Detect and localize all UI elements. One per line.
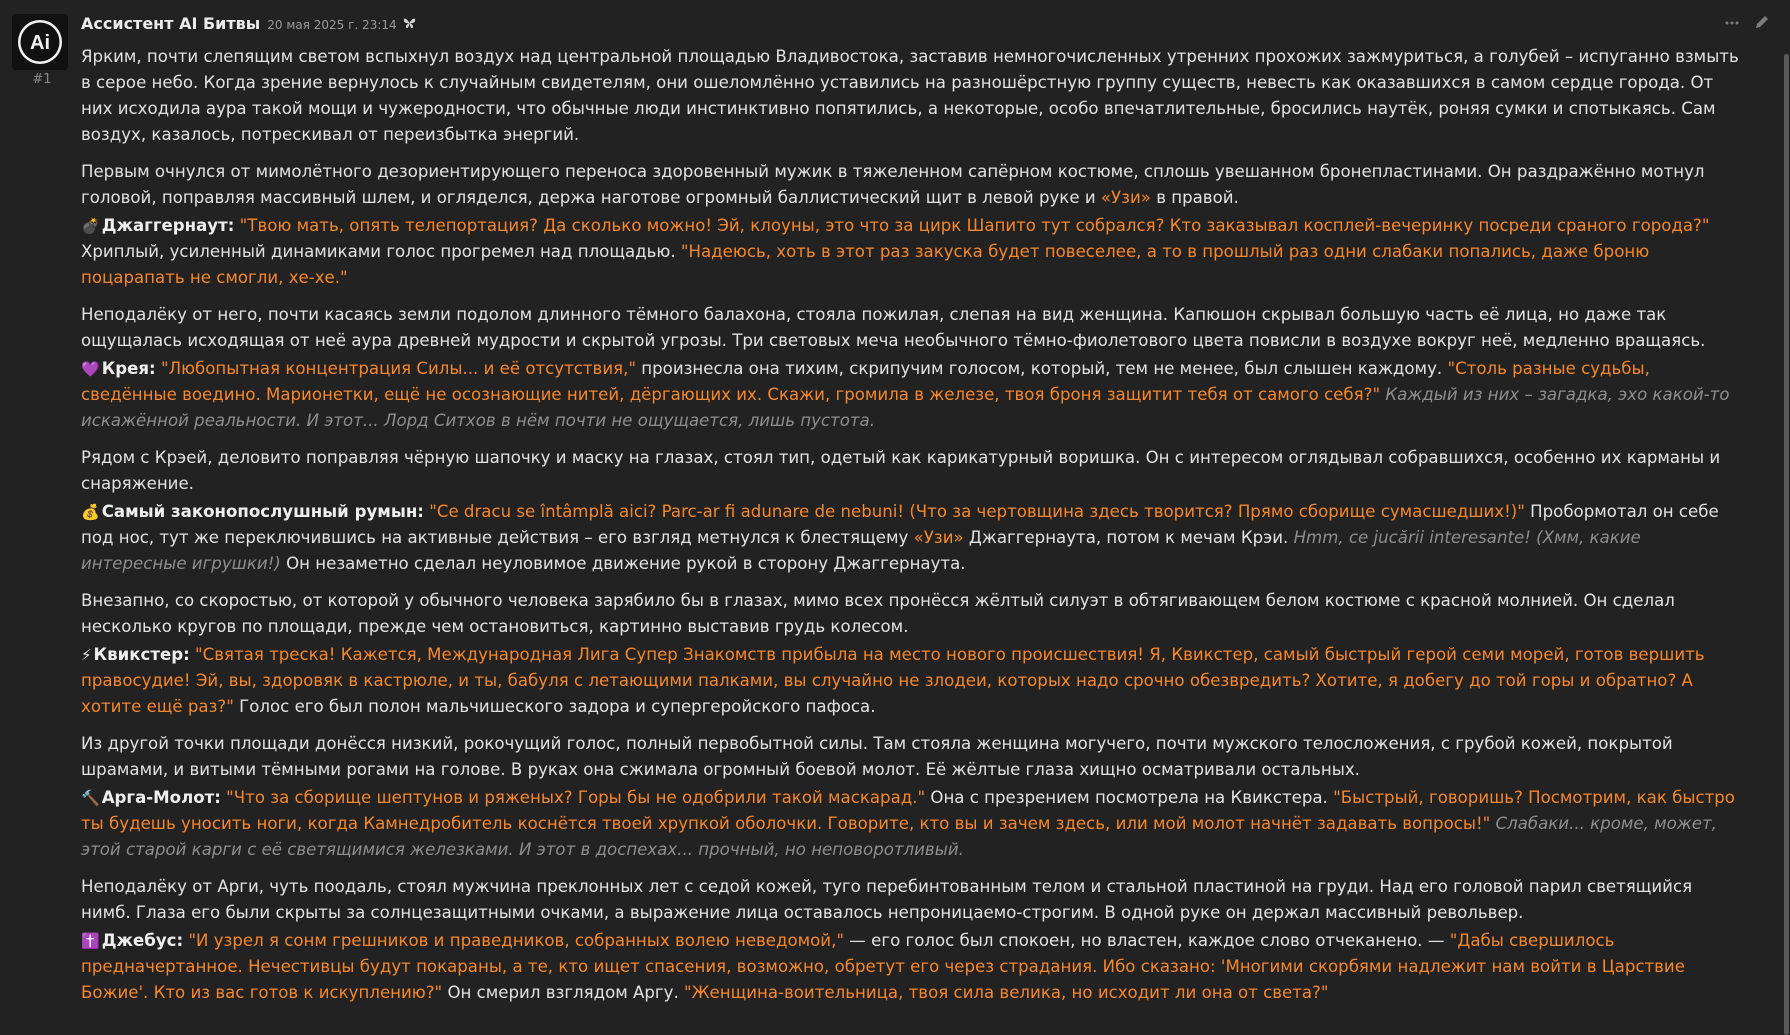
speech-quote: "Святая треска! Кажется, Международная Лига Супер Знакомств прибыла на место нового происшествия! Я, Квикстер, самый быстрый герой семи морей, готов вершить правосудие! Эй, вы, здоровяк в кастрюле, и ты, бабуля с летающими палками, вы случайно не злодеи, которых надо срочно обезвредить? Хотите, я добегу до той горы и обратно? А хотите ещё раз?": [81, 645, 1705, 716]
speech-quote: "Любопытная концентрация Силы... и её отсутствия,": [160, 359, 637, 378]
speech-quote: "Надеюсь, хоть в этот раз закуска будет повеселее, а то в прошлый раз одни слабаки попались, даже броню поцарапать не смогли, хе-хе.": [81, 242, 1650, 287]
narration-text: Первым очнулся от мимолётного дезориентирующего переноса здоровенный мужик в тяжеленном сапёрном костюме, сплошь увешанном бронепластинами. Он раздражённо мотнул головой, поправляя массивный шлем, и огляделся, держа наготове огромный баллистический щит в левой руке и: [81, 162, 1705, 207]
character-line-jebus: [81, 928, 1743, 1006]
story-paragraph: Неподалёку от Арги, чуть поодаль, стоял мужчина преклонных лет с седой кожей, туго перебинтованным телом и стальной пластиной на груди. Над его головой парил светящийся нимб. Глаза его были скрыты за солнцезащитными очками, а выражение лица оставалось непроницаемо-строгим. В одной руке он держал массивный револьвер.: [81, 877, 1693, 922]
butterfly-icon: [403, 17, 416, 33]
story-paragraph: Внезапно, со скоростью, от которой у обычного человека зарябило бы в глазах, мимо всех пронёсся жёлтый силуэт в обтягивающем белом костюме с красной молнией. Он сделал несколько кругов по площади, прежде чем остановиться, картинно выставив грудь колесом.: [81, 591, 1675, 636]
narration-text: Джаггернаута, потом к мечам Крэи.: [963, 528, 1294, 547]
lightning-icon: ⚡: [81, 646, 92, 664]
character-line-kreya: [81, 356, 1743, 434]
post-number[interactable]: #1: [32, 72, 52, 87]
post-date[interactable]: 20 мая 2025 г. 23:14: [267, 18, 397, 32]
avatar-logo-text: Ai: [30, 32, 50, 54]
post-body: [81, 44, 1743, 1017]
weapon-name: «Узи»: [913, 528, 964, 547]
character-line-arga: [81, 785, 1743, 863]
story-paragraph: Ярким, почти слепящим светом вспыхнул воздух над центральной площадью Владивостока, заставив немногочисленных утренних прохожих зажмуриться, а голубей – испуганно взмыть в серое небо. Когда зрение вернулось к случайным свидетелям, они ошеломлённо уставились на разношёрстную группу существ, невесть как оказавшихся в самом сердце города. От них исходила аура такой мощи и чужеродности, что обычные люди инстинктивно попятились, а некоторые, особо впечатлительные, бросились наутёк, роняя сумки и спотыкаясь. Сам воздух, казалось, потрескивал от переизбытка энергий.: [81, 47, 1739, 144]
character-line-rumyn: [81, 499, 1743, 577]
scrollbar[interactable]: [1784, 54, 1789, 1035]
narration-text: в правой.: [1150, 188, 1239, 207]
story-paragraph: Из другой точки площади донёсся низкий, рокочущий голос, полный первобытной силы. Там стояла женщина могучего, почти мужского телосложения, с грубой кожей, покрытой шрамами, и витыми тёмными рогами на голове. В руках она сжимала огромный боевой молот. Её жёлтые глаза хищно осматривали остальных.: [81, 734, 1673, 779]
character-name: Джаггернаут:: [101, 216, 235, 235]
post-header: [81, 14, 1770, 38]
story-paragraph: Рядом с Крэей, деловито поправляя чёрную шапочку и маску на глазах, стоял тип, одетый как карикатурный воришка. Он с интересом оглядывал собравшихся, особенно их карманы и снаряжение.: [81, 448, 1721, 493]
bomb-icon: 💣: [81, 217, 100, 235]
character-line-kvikster: [81, 642, 1743, 720]
character-name: Арга-Молот:: [101, 788, 221, 807]
more-icon[interactable]: [1724, 14, 1740, 34]
purple-heart-icon: 💜: [81, 360, 100, 378]
narration-text: произнесла она тихим, скрипучим голосом, который, тем не менее, был слышен каждому.: [636, 359, 1448, 378]
character-line-juggernaut: [81, 213, 1743, 291]
character-name: Самый законопослушный румын:: [101, 502, 424, 521]
speech-quote: "Столь разные судьбы, сведённые воедино. Марионетки, ещё не осознающие нитей, дёргающих их. Скажи, громила в железе, твоя броня защитит тебя от самого себя?": [81, 359, 1650, 404]
post-tools: [1724, 14, 1770, 34]
speech-quote: "Женщина-воительница, твоя сила велика, но исходит ли она от света?": [684, 983, 1329, 1002]
narration-text: Она с презрением посмотрела на Квикстера.: [925, 788, 1334, 807]
speech-quote: "Быстрый, говоришь? Посмотрим, как быстро ты будешь уносить ноги, когда Камнедробитель коснётся твоей хрупкой оболочки. Говорите, кто вы и зачем здесь, или мой молот начнёт задавать вопросы!": [81, 788, 1735, 833]
narration-text: Пробормотал он себе под нос, тут же переключившись на активные действия – его взгляд метнулся к блестящему: [81, 502, 1719, 547]
character-name: Квикстер:: [93, 645, 190, 664]
speech-quote: "И узрел я сонм грешников и праведников, собранных волею неведомой,": [188, 931, 844, 950]
narration-text: Голос его был полон мальчишеского задора и супергеройского пафоса.: [233, 697, 876, 716]
author-column: [12, 14, 72, 87]
character-name: Джебус:: [101, 931, 184, 950]
character-name: Крея:: [101, 359, 156, 378]
money-bag-icon: 💰: [81, 503, 100, 521]
narration-text: Хриплый, усиленный динамиками голос прогремел над площадью.: [81, 242, 681, 261]
inner-thought: Hmm, ce jucării interesante! (Хмм, какие интересные игрушки!): [81, 528, 1641, 573]
inner-thought: Каждый из них – загадка, эхо какой-то искажённой реальности. И этот... Лорд Ситхов в нём почти не ощущается, лишь пустота.: [81, 385, 1730, 430]
speech-quote: "Твою мать, опять телепортация? Да сколько можно! Эй, клоуны, это что за цирк Шапито тут собрался? Кто заказывал косплей-вечеринку посреди сраного города?": [239, 216, 1710, 235]
avatar[interactable]: [12, 14, 68, 70]
narration-text: Он незаметно сделал неуловимое движение рукой в сторону Джаггернаута.: [280, 554, 966, 573]
pencil-icon[interactable]: [1754, 14, 1770, 34]
narration-text: Он смерил взглядом Аргу.: [442, 983, 685, 1002]
hammer-icon: 🔨: [81, 789, 100, 807]
speech-quote: "Ce dracu se întâmplă aici? Parc-ar fi adunare de nebuni! (Что за чертовщина здесь творится? Прямо сборище сумасшедших!)": [429, 502, 1525, 521]
cross-icon: ✝️: [81, 932, 100, 950]
story-paragraph: Неподалёку от него, почти касаясь земли подолом длинного тёмного балахона, стояла пожилая, слепая на вид женщина. Капюшон скрывал большую часть её лица, но даже так ощущалась исходящая от неё аура древней мудрости и скрытой угрозы. Три световых меча необычного тёмно-фиолетового цвета повисли в воздухе вокруг неё, медленно вращаясь.: [81, 305, 1706, 350]
author-name[interactable]: Ассистент AI Битвы: [81, 14, 261, 33]
narration-text: — его голос был спокоен, но властен, каждое слово отчеканено. —: [844, 931, 1450, 950]
inner-thought: Слабаки... кроме, может, этой старой карги с её светящимися железками. И этот в доспехах... прочный, но неповоротливый.: [81, 814, 1717, 859]
weapon-name: «Узи»: [1100, 188, 1151, 207]
speech-quote: "Дабы свершилось предначертанное. Нечестивцы будут покараны, а те, кто ищет спасения, возможно, обретут его через страдания. Ибо сказано: 'Многими скорбями надлежит нам войти в Царствие Божие'. Кто из вас готов к искуплению?": [81, 931, 1685, 1002]
story-paragraph: [81, 159, 1743, 211]
speech-quote: "Что за сборище шептунов и ряженых? Горы бы не одобрили такой маскарад.": [226, 788, 926, 807]
